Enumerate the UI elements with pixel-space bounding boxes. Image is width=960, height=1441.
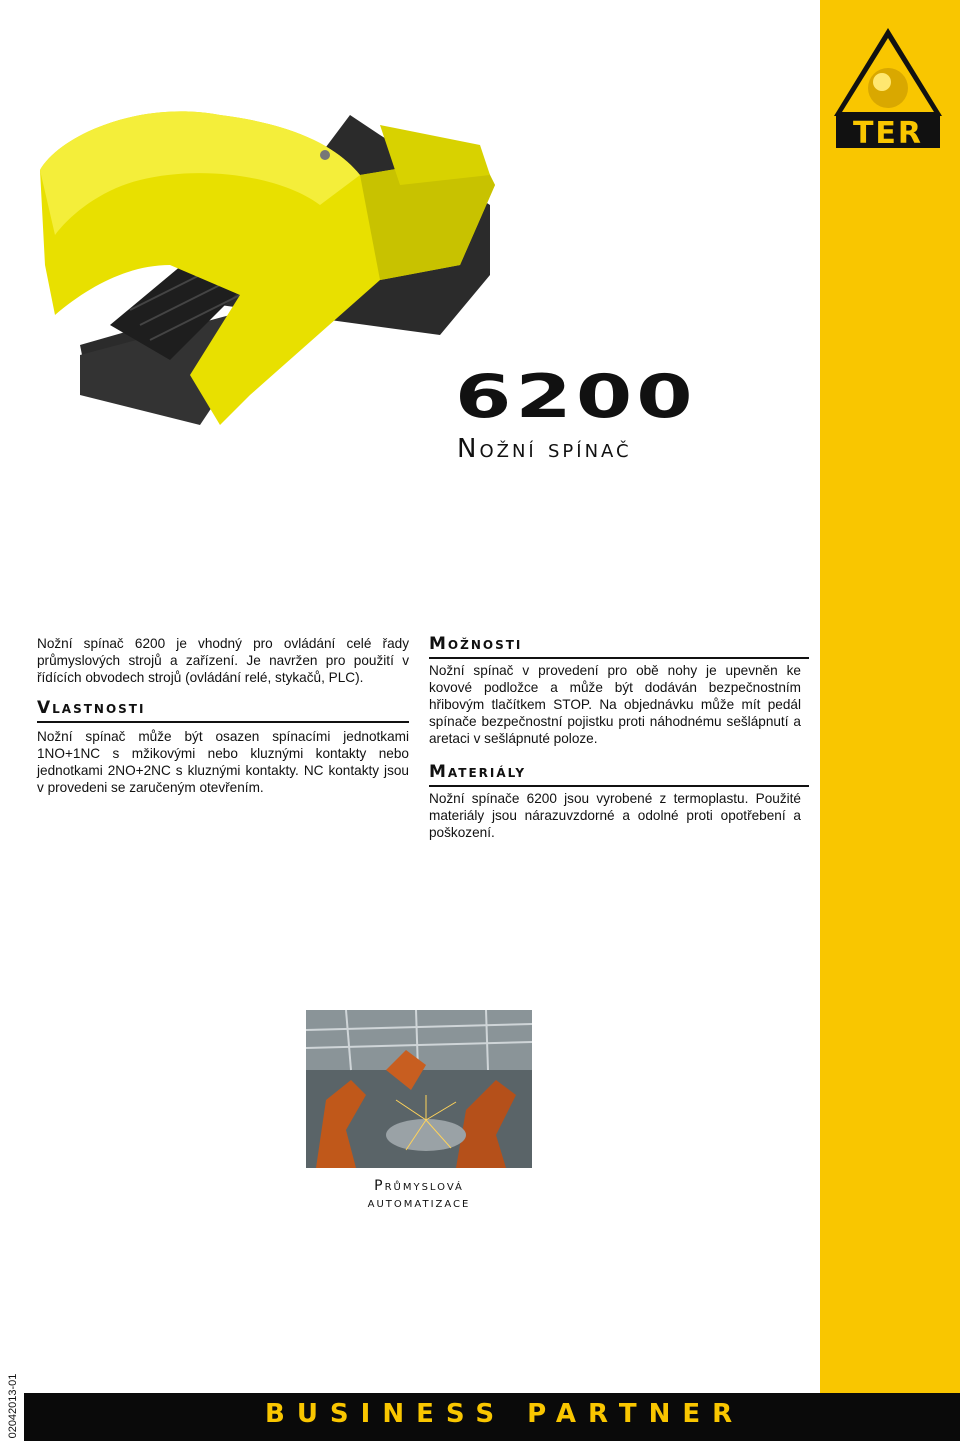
moznosti-text: Nožní spínač v provedení pro obě nohy je upevněn ke kovové podložce a může být dodáván bezpečnostním hřibovým tlačítkem STOP. Na objednávku může mít pedál spínače bezpečnostní pojistku proti náhodnému sešlápnutí a aretaci v sešlápnuté poloze. <box>429 663 801 746</box>
business-partner-text: BUSINESS PARTNER <box>265 1399 745 1429</box>
caption-line-2: automatizace <box>367 1195 471 1211</box>
product-subtitle: Nožní spínač <box>457 434 632 464</box>
yellow-side-bar <box>820 0 960 1396</box>
materialy-text: Nožní spínače 6200 jsou vyrobené z termoplastu. Použité materiály jsou nárazuvzdorné a odolné proti opotřebení a poškození. <box>429 791 801 840</box>
foot-switch-image <box>20 95 520 430</box>
materialy-heading: Materiály <box>429 762 809 787</box>
vlastnosti-heading: Vlastnosti <box>37 698 409 723</box>
ter-logo <box>830 28 946 153</box>
vlastnosti-text: Nožní spínač může být osazen spínacími jednotkami 1NO+1NC s mžikovými nebo kluznými kontakty nebo jednotkami 2NO+2NC s kluznými kontakty. NC kontakty jsou v provedeni se zaručeným otevřením. <box>37 729 409 795</box>
industrial-automation-photo <box>306 1010 532 1168</box>
caption-line-1: Průmyslová <box>374 1178 464 1194</box>
moznosti-heading: Možnosti <box>429 634 809 659</box>
photo-caption <box>306 1178 532 1212</box>
document-code: 02042013-01 <box>7 1373 19 1439</box>
intro-text: Nožní spínač 6200 je vhodný pro ovládání celé řady průmyslových strojů a zařízení. Je navržen pro použití v řídících obvodech strojů (ovládání relé, stykačů, PLC). <box>37 636 409 685</box>
svg-text:TER: TER <box>852 116 924 151</box>
product-code: 6200 <box>455 362 697 432</box>
